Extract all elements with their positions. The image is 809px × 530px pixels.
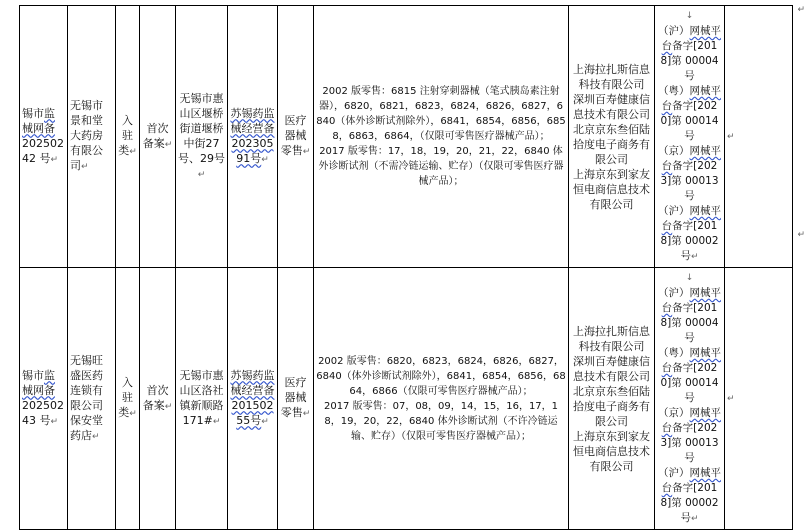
platform-reg-cell: ↓ （沪）网械平台备字[2018]第 00004 号 （粤）网械平台备字[2020]第 00014 号 （京）网械平台备字[2023]第 00013 号 （沪）网械平台备字[2018]第 00002 号↵ (655, 268, 725, 530)
scope-cell: 2002 版零售：6820，6823，6824，6826，6827，6840（体外诊断试剂除外），6841，6854，6856，6864，6866（仅限可零售医疗器械产品）； 2017 版零售：07，08，09，14，15，16，17，18，19，20，22，6840 体外诊断试剂（不许冷链运输、贮存）（仅限可零售医疗器械产品）； (314, 268, 569, 530)
category-cell: 医疗器械零售↵ (278, 268, 314, 530)
table-row (20, 6, 793, 268)
reg-number-cell: 锡市监 械网备 202502 43 号↵ (20, 268, 68, 530)
empty-cell: ↵ (725, 268, 793, 530)
platform-reg-cell: ↓ （沪）网械平台备字[2018]第 00004 号 （粤）网械平台备字[2020]第 00014 号 （京）网械平台备字[2023]第 00013 号 （沪）网械平台备字[2018]第 00002 号↵ (655, 6, 725, 268)
license-cell: 苏锡药监械经营备20150255号↵ (228, 268, 278, 530)
address-cell: 无锡市惠山区洛社镇新顺路171#↵ (176, 268, 228, 530)
company-cell: 无锡旺盛医药连锁有限公司保安堂药店↵ (68, 268, 116, 530)
platform-cell: 上海拉扎斯信息科技有限公司 深圳百寿健康信息技术有限公司 北京京东叁佰陆拾度电子商务有限公司 上海京东到家友恒电商信息技术有限公司 (569, 6, 655, 268)
paragraph-mark-icon: ↵ (797, 5, 805, 15)
type-cell: 入驻类↵ (116, 268, 140, 530)
category-cell: 医疗器械零售↵ (278, 6, 314, 268)
record-table (19, 5, 793, 530)
record-kind-cell: 首次备案↵ (140, 6, 176, 268)
type-cell: 入驻类↵ (116, 6, 140, 268)
address-cell: 无锡市惠山区堰桥街道堰桥中街27号、29号↵ (176, 6, 228, 268)
reg-number-cell: 锡市监 械网备 202502 42 号↵ (20, 6, 68, 268)
record-kind-cell: 首次备案↵ (140, 268, 176, 530)
paragraph-mark-icon: ↵ (797, 230, 805, 240)
table-row (20, 268, 793, 530)
license-cell: 苏锡药监械经营备20230591号↵ (228, 6, 278, 268)
scope-cell: 2002 版零售：6815 注射穿刺器械（笔式胰岛素注射器），6820，6821，6823，6824，6826，6827，6840（体外诊断试剂除外），6841，6854，6856，6858，6863，6864，（仅限可零售医疗器械产品）； 2017 版零售：17，18，19，20，21，22，6840 体外诊断试剂（不需冷链运输、贮存）（仅限可零售医疗器械产品）； (314, 6, 569, 268)
platform-cell: 上海拉扎斯信息科技有限公司 深圳百寿健康信息技术有限公司 北京京东叁佰陆拾度电子商务有限公司 上海京东到家友恒电商信息技术有限公司 (569, 268, 655, 530)
company-cell: 无锡市景和堂大药房有限公司↵ (68, 6, 116, 268)
empty-cell: ↵ (725, 6, 793, 268)
